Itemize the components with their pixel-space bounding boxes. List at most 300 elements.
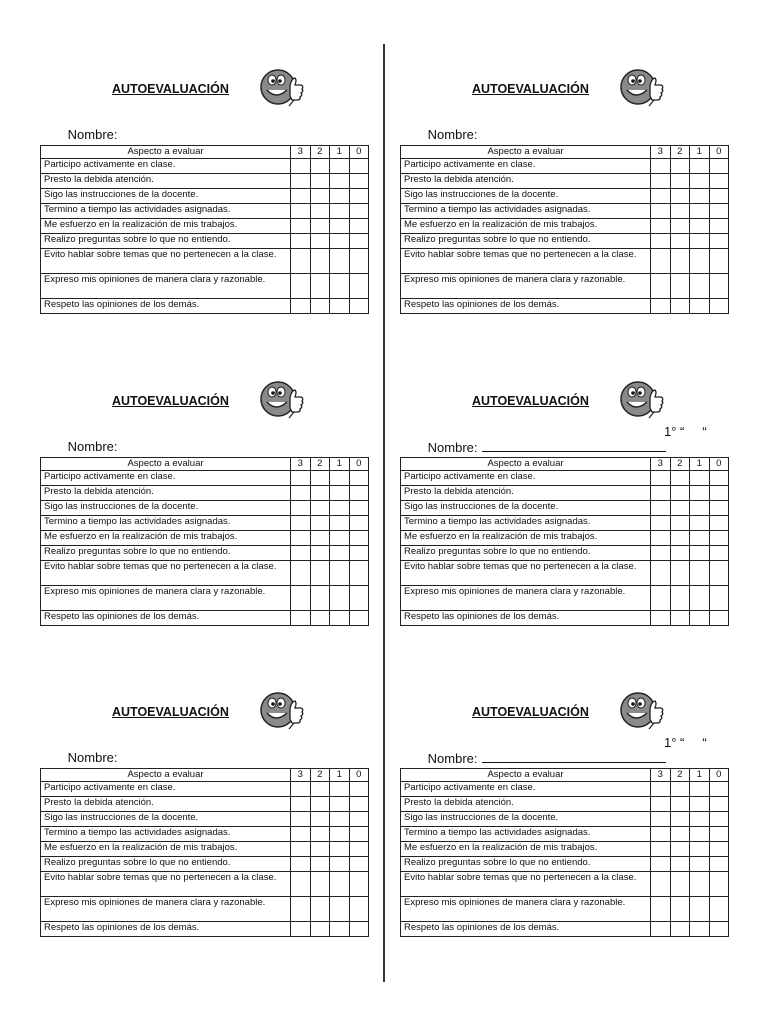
score-cell[interactable]	[310, 471, 330, 486]
score-cell[interactable]	[349, 872, 369, 897]
score-cell[interactable]	[709, 782, 729, 797]
score-cell[interactable]	[709, 189, 729, 204]
score-cell[interactable]	[330, 249, 350, 274]
score-column-header: 3	[291, 458, 311, 471]
score-cell[interactable]	[291, 872, 311, 897]
table-row	[41, 797, 369, 812]
score-cell[interactable]	[330, 219, 350, 234]
score-cell[interactable]	[291, 611, 311, 626]
score-cell[interactable]	[709, 531, 729, 546]
score-cell[interactable]	[709, 827, 729, 842]
score-cell[interactable]	[310, 174, 330, 189]
score-cell[interactable]	[690, 249, 710, 274]
score-cell[interactable]	[291, 204, 311, 219]
score-cell[interactable]	[709, 204, 729, 219]
score-cell[interactable]	[651, 501, 671, 516]
score-cell[interactable]	[291, 842, 311, 857]
table-row	[401, 501, 729, 516]
score-cell[interactable]	[330, 561, 350, 586]
score-cell[interactable]	[310, 922, 330, 937]
name-blank-line	[482, 439, 666, 452]
score-cell[interactable]	[310, 611, 330, 626]
score-cell[interactable]	[690, 299, 710, 314]
aspect-cell: Termino a tiempo las actividades asignadas.	[401, 204, 651, 219]
score-column-header: 2	[310, 769, 330, 782]
score-cell[interactable]	[310, 219, 330, 234]
aspect-cell: Presto la debida atención.	[401, 486, 651, 501]
score-cell[interactable]	[330, 546, 350, 561]
score-cell[interactable]	[709, 872, 729, 897]
score-cell[interactable]	[291, 501, 311, 516]
score-cell[interactable]	[651, 872, 671, 897]
score-cell[interactable]	[670, 857, 690, 872]
score-cell[interactable]	[349, 486, 369, 501]
aspect-cell: Participo activamente en clase.	[41, 159, 291, 174]
score-column-header: 1	[330, 146, 350, 159]
score-cell[interactable]	[670, 546, 690, 561]
score-cell[interactable]	[690, 471, 710, 486]
score-cell[interactable]	[330, 872, 350, 897]
score-cell[interactable]	[709, 501, 729, 516]
score-cell[interactable]	[690, 782, 710, 797]
score-cell[interactable]	[670, 486, 690, 501]
score-column-header: 0	[349, 458, 369, 471]
score-cell[interactable]	[310, 842, 330, 857]
score-cell[interactable]	[310, 827, 330, 842]
aspect-cell: Expreso mis opiniones de manera clara y razonable.	[401, 897, 651, 922]
score-cell[interactable]	[651, 159, 671, 174]
score-cell[interactable]	[330, 922, 350, 937]
aspect-cell: Respeto las opiniones de los demás.	[41, 299, 291, 314]
table-row	[41, 204, 369, 219]
score-cell[interactable]	[291, 782, 311, 797]
score-cell[interactable]	[709, 857, 729, 872]
score-cell[interactable]	[670, 611, 690, 626]
score-cell[interactable]	[349, 174, 369, 189]
evaluation-table	[400, 457, 729, 626]
score-cell[interactable]	[690, 922, 710, 937]
thumbs-up-smiley-icon	[618, 376, 666, 420]
score-cell[interactable]	[330, 812, 350, 827]
score-cell[interactable]	[330, 782, 350, 797]
table-row	[401, 531, 729, 546]
score-cell[interactable]	[310, 586, 330, 611]
score-column-header: 0	[349, 769, 369, 782]
table-header-row	[41, 146, 369, 159]
score-cell[interactable]	[349, 897, 369, 922]
aspect-column-header: Aspecto a evaluar	[401, 458, 651, 471]
score-cell[interactable]	[709, 897, 729, 922]
table-row	[41, 174, 369, 189]
score-cell[interactable]	[349, 274, 369, 299]
score-cell[interactable]	[330, 159, 350, 174]
score-cell[interactable]	[690, 797, 710, 812]
score-cell[interactable]	[310, 516, 330, 531]
aspect-cell: Sigo las instrucciones de la docente.	[401, 501, 651, 516]
aspect-cell: Evito hablar sobre temas que no pertenecen a la clase.	[401, 561, 651, 586]
score-cell[interactable]	[670, 797, 690, 812]
score-cell[interactable]	[670, 299, 690, 314]
score-cell[interactable]	[651, 219, 671, 234]
score-cell[interactable]	[349, 516, 369, 531]
table-row	[401, 189, 729, 204]
score-cell[interactable]	[690, 189, 710, 204]
score-cell[interactable]	[670, 586, 690, 611]
score-cell[interactable]	[349, 219, 369, 234]
score-cell[interactable]	[670, 842, 690, 857]
table-row	[41, 782, 369, 797]
score-cell[interactable]	[330, 501, 350, 516]
score-cell[interactable]	[291, 561, 311, 586]
score-cell[interactable]	[709, 486, 729, 501]
table-row	[41, 234, 369, 249]
aspect-cell: Evito hablar sobre temas que no pertenecen a la clase.	[41, 872, 291, 897]
score-cell[interactable]	[330, 189, 350, 204]
score-cell[interactable]	[291, 234, 311, 249]
score-cell[interactable]	[709, 842, 729, 857]
score-cell[interactable]	[709, 586, 729, 611]
score-cell[interactable]	[349, 812, 369, 827]
score-cell[interactable]	[670, 274, 690, 299]
score-cell[interactable]	[670, 219, 690, 234]
score-column-header: 0	[349, 146, 369, 159]
name-label: Nombre:	[67, 750, 118, 765]
table-row	[41, 897, 369, 922]
card-title: AUTOEVALUACIÓN	[112, 705, 229, 719]
score-cell[interactable]	[690, 219, 710, 234]
score-cell[interactable]	[330, 531, 350, 546]
score-cell[interactable]	[709, 274, 729, 299]
score-cell[interactable]	[651, 922, 671, 937]
score-column-header: 3	[651, 458, 671, 471]
aspect-cell: Me esfuerzo en la realización de mis trabajos.	[401, 531, 651, 546]
score-cell[interactable]	[690, 561, 710, 586]
table-row	[401, 561, 729, 586]
table-row	[41, 546, 369, 561]
score-cell[interactable]	[310, 274, 330, 299]
score-column-header: 2	[670, 458, 690, 471]
score-cell[interactable]	[651, 249, 671, 274]
aspect-column-header: Aspecto a evaluar	[401, 769, 651, 782]
table-row	[401, 174, 729, 189]
score-cell[interactable]	[709, 611, 729, 626]
score-cell[interactable]	[690, 531, 710, 546]
score-cell[interactable]	[690, 586, 710, 611]
score-cell[interactable]	[670, 782, 690, 797]
score-cell[interactable]	[330, 611, 350, 626]
score-cell[interactable]	[330, 204, 350, 219]
score-cell[interactable]	[651, 531, 671, 546]
score-cell[interactable]	[670, 922, 690, 937]
score-cell[interactable]	[690, 546, 710, 561]
table-row	[401, 159, 729, 174]
aspect-cell: Sigo las instrucciones de la docente.	[401, 812, 651, 827]
score-cell[interactable]	[310, 561, 330, 586]
score-cell[interactable]	[349, 159, 369, 174]
aspect-cell: Presto la debida atención.	[401, 797, 651, 812]
score-cell[interactable]	[291, 174, 311, 189]
aspect-cell: Participo activamente en clase.	[401, 782, 651, 797]
score-cell[interactable]	[690, 897, 710, 922]
score-cell[interactable]	[709, 159, 729, 174]
table-row	[401, 249, 729, 274]
score-cell[interactable]	[670, 516, 690, 531]
score-cell[interactable]	[670, 204, 690, 219]
score-cell[interactable]	[349, 797, 369, 812]
score-cell[interactable]	[310, 782, 330, 797]
score-column-header: 1	[330, 458, 350, 471]
score-cell[interactable]	[349, 204, 369, 219]
score-cell[interactable]	[330, 486, 350, 501]
score-cell[interactable]	[349, 531, 369, 546]
aspect-column-header: Aspecto a evaluar	[41, 146, 291, 159]
score-cell[interactable]	[310, 204, 330, 219]
score-cell[interactable]	[330, 586, 350, 611]
score-cell[interactable]	[330, 827, 350, 842]
table-row	[41, 274, 369, 299]
score-cell[interactable]	[670, 561, 690, 586]
score-cell[interactable]	[310, 872, 330, 897]
name-blank-line	[482, 750, 666, 763]
score-cell[interactable]	[709, 797, 729, 812]
score-cell[interactable]	[690, 274, 710, 299]
score-cell[interactable]	[651, 842, 671, 857]
score-cell[interactable]	[670, 234, 690, 249]
score-cell[interactable]	[651, 516, 671, 531]
table-row	[401, 782, 729, 797]
score-cell[interactable]	[651, 204, 671, 219]
score-cell[interactable]	[709, 546, 729, 561]
aspect-cell: Me esfuerzo en la realización de mis trabajos.	[401, 842, 651, 857]
score-cell[interactable]	[349, 471, 369, 486]
score-cell[interactable]	[291, 546, 311, 561]
score-cell[interactable]	[310, 234, 330, 249]
score-cell[interactable]	[349, 782, 369, 797]
score-cell[interactable]	[291, 471, 311, 486]
score-cell[interactable]	[690, 204, 710, 219]
table-row	[41, 531, 369, 546]
aspect-column-header: Aspecto a evaluar	[41, 769, 291, 782]
score-cell[interactable]	[690, 516, 710, 531]
score-cell[interactable]	[651, 857, 671, 872]
aspect-cell: Evito hablar sobre temas que no pertenecen a la clase.	[41, 561, 291, 586]
score-cell[interactable]	[330, 274, 350, 299]
score-cell[interactable]	[690, 234, 710, 249]
score-cell[interactable]	[670, 189, 690, 204]
aspect-cell: Termino a tiempo las actividades asignadas.	[41, 827, 291, 842]
score-cell[interactable]	[310, 897, 330, 922]
evaluation-card	[400, 50, 730, 340]
score-cell[interactable]	[291, 486, 311, 501]
score-cell[interactable]	[651, 546, 671, 561]
score-cell[interactable]	[690, 174, 710, 189]
aspect-cell: Expreso mis opiniones de manera clara y razonable.	[41, 274, 291, 299]
score-cell[interactable]	[330, 797, 350, 812]
score-cell[interactable]	[651, 299, 671, 314]
table-row	[401, 857, 729, 872]
table-row	[41, 586, 369, 611]
score-cell[interactable]	[690, 857, 710, 872]
score-cell[interactable]	[709, 812, 729, 827]
aspect-cell: Termino a tiempo las actividades asignadas.	[401, 827, 651, 842]
score-cell[interactable]	[310, 857, 330, 872]
score-cell[interactable]	[291, 249, 311, 274]
score-cell[interactable]	[330, 471, 350, 486]
score-cell[interactable]	[330, 174, 350, 189]
score-cell[interactable]	[651, 561, 671, 586]
score-cell[interactable]	[310, 546, 330, 561]
table-row	[401, 611, 729, 626]
table-row	[401, 516, 729, 531]
aspect-cell: Sigo las instrucciones de la docente.	[41, 812, 291, 827]
score-cell[interactable]	[670, 249, 690, 274]
score-cell[interactable]	[291, 159, 311, 174]
score-cell[interactable]	[349, 857, 369, 872]
score-cell[interactable]	[670, 897, 690, 922]
score-column-header: 0	[709, 769, 729, 782]
score-cell[interactable]	[670, 174, 690, 189]
score-cell[interactable]	[310, 531, 330, 546]
score-cell[interactable]	[310, 159, 330, 174]
score-cell[interactable]	[690, 827, 710, 842]
score-cell[interactable]	[349, 546, 369, 561]
score-cell[interactable]	[291, 797, 311, 812]
score-cell[interactable]	[291, 274, 311, 299]
score-cell[interactable]	[709, 299, 729, 314]
score-cell[interactable]	[670, 872, 690, 897]
score-cell[interactable]	[709, 561, 729, 586]
evaluation-card	[40, 362, 370, 652]
score-cell[interactable]	[330, 842, 350, 857]
score-cell[interactable]	[291, 299, 311, 314]
score-cell[interactable]	[310, 797, 330, 812]
score-cell[interactable]	[291, 897, 311, 922]
table-row	[41, 611, 369, 626]
score-cell[interactable]	[349, 827, 369, 842]
score-cell[interactable]	[310, 299, 330, 314]
score-cell[interactable]	[310, 249, 330, 274]
score-cell[interactable]	[349, 249, 369, 274]
score-cell[interactable]	[670, 471, 690, 486]
score-cell[interactable]	[330, 897, 350, 922]
score-cell[interactable]	[291, 219, 311, 234]
score-cell[interactable]	[291, 857, 311, 872]
score-cell[interactable]	[349, 234, 369, 249]
score-cell[interactable]	[310, 501, 330, 516]
score-cell[interactable]	[690, 611, 710, 626]
evaluation-table	[40, 145, 369, 314]
score-cell[interactable]	[651, 274, 671, 299]
score-cell[interactable]	[670, 827, 690, 842]
score-cell[interactable]	[651, 827, 671, 842]
score-cell[interactable]	[330, 857, 350, 872]
evaluation-table	[400, 768, 729, 937]
score-cell[interactable]	[709, 516, 729, 531]
score-cell[interactable]	[651, 486, 671, 501]
score-cell[interactable]	[651, 471, 671, 486]
table-row	[41, 501, 369, 516]
score-cell[interactable]	[291, 827, 311, 842]
score-cell[interactable]	[291, 812, 311, 827]
aspect-cell: Expreso mis opiniones de manera clara y razonable.	[401, 586, 651, 611]
aspect-cell: Realizo preguntas sobre lo que no entiendo.	[401, 234, 651, 249]
score-column-header: 2	[310, 458, 330, 471]
score-cell[interactable]	[349, 922, 369, 937]
score-cell[interactable]	[349, 561, 369, 586]
aspect-cell: Evito hablar sobre temas que no pertenecen a la clase.	[401, 872, 651, 897]
score-cell[interactable]	[310, 189, 330, 204]
score-cell[interactable]	[349, 501, 369, 516]
score-cell[interactable]	[349, 842, 369, 857]
aspect-cell: Realizo preguntas sobre lo que no entiendo.	[41, 857, 291, 872]
score-cell[interactable]	[690, 486, 710, 501]
thumbs-up-smiley-icon	[618, 64, 666, 108]
name-label: Nombre:	[427, 127, 478, 142]
score-cell[interactable]	[651, 812, 671, 827]
aspect-cell: Me esfuerzo en la realización de mis trabajos.	[401, 219, 651, 234]
score-cell[interactable]	[670, 501, 690, 516]
thumbs-up-smiley-icon	[258, 64, 306, 108]
score-cell[interactable]	[349, 299, 369, 314]
score-cell[interactable]	[709, 234, 729, 249]
score-cell[interactable]	[651, 782, 671, 797]
score-cell[interactable]	[651, 586, 671, 611]
score-cell[interactable]	[690, 159, 710, 174]
score-cell[interactable]	[651, 234, 671, 249]
score-cell[interactable]	[349, 189, 369, 204]
score-cell[interactable]	[291, 586, 311, 611]
score-cell[interactable]	[651, 611, 671, 626]
score-cell[interactable]	[690, 842, 710, 857]
score-cell[interactable]	[330, 299, 350, 314]
table-header-row	[401, 769, 729, 782]
aspect-cell: Termino a tiempo las actividades asignadas.	[41, 204, 291, 219]
score-cell[interactable]	[670, 812, 690, 827]
card-title: AUTOEVALUACIÓN	[472, 82, 589, 96]
score-cell[interactable]	[310, 486, 330, 501]
score-cell[interactable]	[709, 922, 729, 937]
score-cell[interactable]	[709, 219, 729, 234]
table-header-row	[401, 146, 729, 159]
score-cell[interactable]	[291, 531, 311, 546]
score-cell[interactable]	[291, 189, 311, 204]
aspect-cell: Evito hablar sobre temas que no pertenecen a la clase.	[401, 249, 651, 274]
score-cell[interactable]	[651, 797, 671, 812]
score-cell[interactable]	[349, 586, 369, 611]
score-cell[interactable]	[670, 531, 690, 546]
score-cell[interactable]	[709, 174, 729, 189]
aspect-cell: Presto la debida atención.	[41, 797, 291, 812]
score-cell[interactable]	[651, 897, 671, 922]
score-cell[interactable]	[291, 922, 311, 937]
aspect-cell: Evito hablar sobre temas que no pertenecen a la clase.	[41, 249, 291, 274]
score-column-header: 1	[690, 769, 710, 782]
score-cell[interactable]	[330, 234, 350, 249]
score-cell[interactable]	[651, 174, 671, 189]
score-cell[interactable]	[690, 501, 710, 516]
score-cell[interactable]	[330, 516, 350, 531]
score-cell[interactable]	[310, 812, 330, 827]
score-cell[interactable]	[291, 516, 311, 531]
score-cell[interactable]	[690, 812, 710, 827]
score-cell[interactable]	[670, 159, 690, 174]
score-cell[interactable]	[651, 189, 671, 204]
score-cell[interactable]	[690, 872, 710, 897]
score-column-header: 3	[291, 769, 311, 782]
score-cell[interactable]	[709, 249, 729, 274]
score-cell[interactable]	[709, 471, 729, 486]
score-cell[interactable]	[349, 611, 369, 626]
